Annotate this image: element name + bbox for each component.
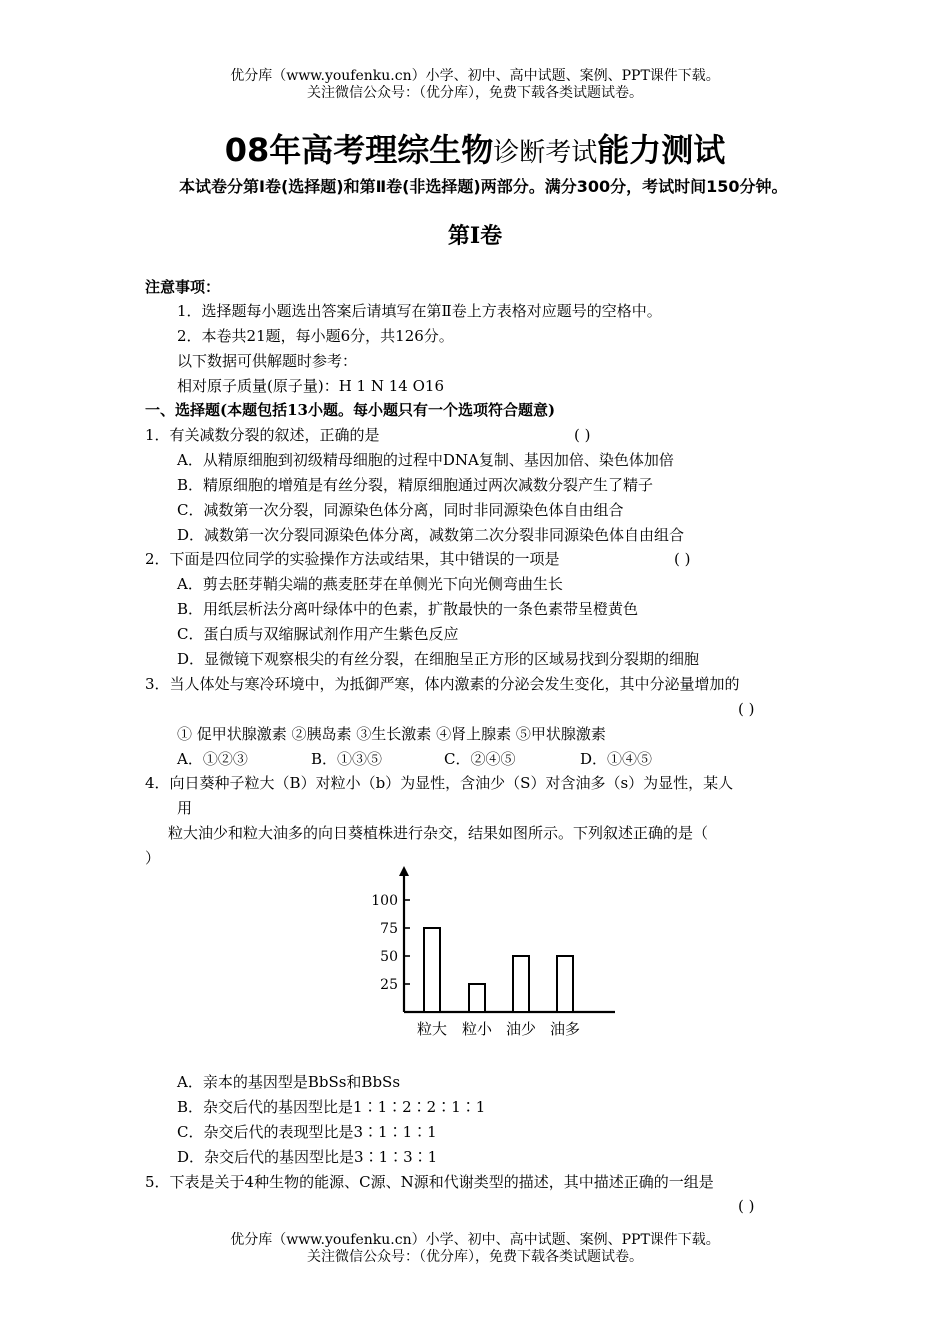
q3-stem: 3．当人体处与寒冷环境中，为抵御严寒，体内激素的分泌会发生变化，其中分泌量增加的 [145,675,740,693]
section-heading: 一、选择题(本题包括13小题。每小题只有一个选项符合题意) [145,401,556,419]
title-part-4: 能力测试 [597,131,726,169]
q3-option-b: B．①③⑤ [311,750,383,768]
q4-option-b: B．杂交后代的基因型比是1∶1∶2∶2∶1∶1 [177,1098,486,1116]
y-tick-label-0: 100 [371,893,398,909]
q2-option-b: B．用纸层析法分离叶绿体中的色素，扩散最快的一条色素带呈橙黄色 [177,600,639,618]
bar-2 [513,956,529,1012]
x-category-label-0: 粒大 [416,1020,448,1038]
intro-text: 本试卷分第Ⅰ卷(选择题)和第Ⅱ卷(非选择题)两部分。满分300分，考试时间150分钟。 [179,177,788,196]
bar-3 [557,956,573,1012]
q3-option-a: A．①②③ [177,750,248,768]
volume-title: 第Ⅰ卷 [447,223,503,249]
q4-stem: 4．向日葵种子粒大（B）对粒小（b）为显性，含油少（S）对含油多（s）为显性，某人 [145,774,734,792]
q3-answer-paren: ( ) [738,700,755,718]
q3-option-d: D．①④⑤ [580,750,653,768]
q1-option-a: A．从精原细胞到初级精母细胞的过程中DNA复制、基因加倍、染色体加倍 [177,451,674,469]
q3-hormone-list: ① 促甲状腺激素 ②胰岛素 ③生长激素 ④肾上腺素 ⑤甲状腺激素 [177,725,606,743]
q1-option-d: D．减数第一次分裂同源染色体分离，减数第二次分裂非同源染色体自由组合 [177,526,685,544]
q4-option-a: A．亲本的基因型是BbSs和BbSs [177,1073,401,1091]
title-part-2: 理综生物 [365,131,494,169]
q4-stem-line-2: 粒大油少和粒大油多的向日葵植株进行杂交，结果如图所示。下列叙述正确的是（ [168,824,709,842]
q4-option-d: D．杂交后代的基因型比是3∶1∶3∶1 [177,1148,438,1166]
notice-item-3: 以下数据可供解题时参考： [177,352,358,370]
q2-answer-paren: ( ) [674,550,691,568]
q2-option-d: D．显微镜下观察根尖的有丝分裂，在细胞呈正方形的区域易找到分裂期的细胞 [177,650,700,668]
bar-0 [424,928,440,1012]
q5-stem: 5．下表是关于4种生物的能源、C源、N源和代谢类型的描述，其中描述正确的一组是 [145,1173,714,1191]
notice-heading: 注意事项： [145,278,221,296]
q1-stem: 1．有关减数分裂的叙述，正确的是 [145,426,380,444]
footer-line-2: 关注微信公众号：（优分库），免费下载各类试题试卷。 [307,1249,643,1265]
x-category-label-1: 粒小 [461,1020,493,1038]
q4-stem-paren-close: ） [145,849,161,867]
x-category-label-3: 油多 [549,1020,581,1038]
q4-stem-cont: 用 [177,799,193,817]
q1-option-c: C．减数第一次分裂，同源染色体分离，同时非同源染色体自由组合 [177,501,624,519]
page-title [0,128,950,175]
y-tick-label-3: 25 [380,977,398,993]
header-line-1: 优分库（www.youfenku.cn）小学、初中、高中试题、案例、PPT课件下载。 [230,68,720,84]
y-axis-arrow [399,866,409,876]
q4-bar-chart [360,862,630,1044]
footer-line-1: 优分库（www.youfenku.cn）小学、初中、高中试题、案例、PPT课件下载。 [230,1232,720,1248]
notice-item-2: 2．本卷共21题，每小题6分，共126分。 [177,327,454,345]
y-tick-label-2: 50 [380,949,398,965]
notice-item-1: 1．选择题每小题选出答案后请填写在第Ⅱ卷上方表格对应题号的空格中。 [177,302,662,320]
q1-answer-paren: ( ) [574,426,591,444]
title-part-3: 诊断考试 [493,138,598,168]
bar-1 [469,984,485,1012]
q1-option-b: B．精原细胞的增殖是有丝分裂，精原细胞通过两次减数分裂产生了精子 [177,476,654,494]
q4-option-c: C．杂交后代的表现型比是3∶1∶1∶1 [177,1123,437,1141]
title-part-1: 08年高考 [224,131,366,169]
q2-stem: 2．下面是四位同学的实验操作方法或结果，其中错误的一项是 [145,550,560,568]
q5-answer-paren: ( ) [738,1197,755,1215]
y-tick-label-1: 75 [380,921,398,937]
q2-option-a: A．剪去胚芽鞘尖端的燕麦胚芽在单侧光下向光侧弯曲生长 [177,575,563,593]
notice-item-4: 相对原子质量(原子量)：H 1 N 14 O16 [177,377,444,395]
q2-option-c: C．蛋白质与双缩脲试剂作用产生紫色反应 [177,625,459,643]
q3-option-c: C．②④⑤ [444,750,516,768]
header-line-2: 关注微信公众号：（优分库），免费下载各类试题试卷。 [307,85,643,101]
x-category-label-2: 油少 [505,1020,537,1038]
